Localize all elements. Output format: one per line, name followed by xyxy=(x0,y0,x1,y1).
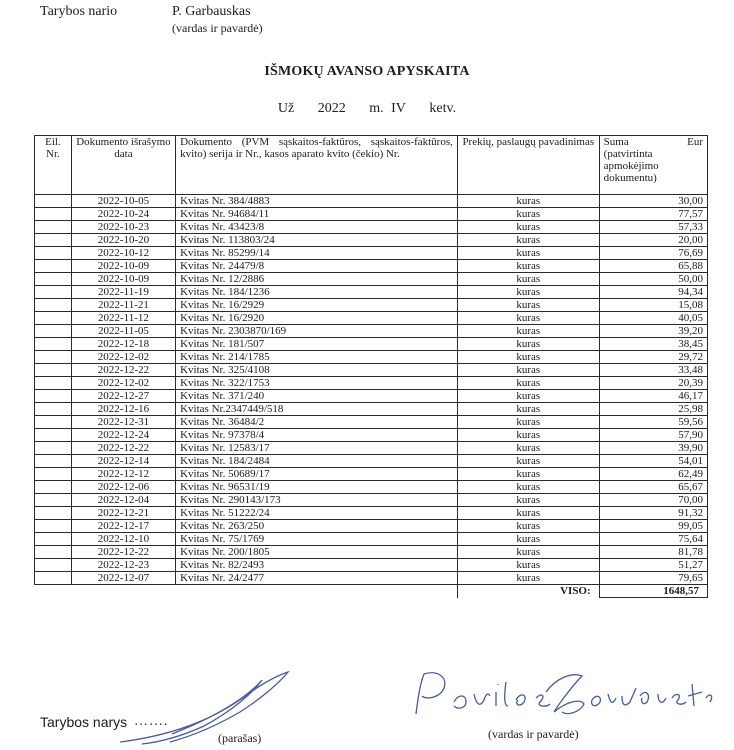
period-prefix: Už xyxy=(277,101,295,116)
row-date: 2022-12-12 xyxy=(71,468,175,481)
row-sum: 39,90 xyxy=(599,442,707,455)
table-row xyxy=(35,234,708,247)
row-item: kuras xyxy=(457,247,599,260)
row-document: Kvitas Nr. 113803/24 xyxy=(176,234,458,247)
row-item: kuras xyxy=(457,325,599,338)
row-document: Kvitas Nr. 85299/14 xyxy=(176,247,458,260)
row-sum: 50,00 xyxy=(599,273,707,286)
row-number xyxy=(35,299,72,312)
row-date: 2022-12-22 xyxy=(71,364,175,377)
row-sum: 29,72 xyxy=(599,351,707,364)
expense-table xyxy=(34,135,708,598)
row-item: kuras xyxy=(457,429,599,442)
row-document: Kvitas Nr. 322/1753 xyxy=(176,377,458,390)
row-item: kuras xyxy=(457,481,599,494)
row-number xyxy=(35,481,72,494)
table-row xyxy=(35,312,708,325)
footer-role: Tarybos narys xyxy=(40,714,128,730)
row-date: 2022-12-22 xyxy=(71,546,175,559)
row-number xyxy=(35,429,72,442)
row-date: 2022-12-27 xyxy=(71,390,175,403)
row-number xyxy=(35,273,72,286)
table-row xyxy=(35,377,708,390)
total-label: VISO: xyxy=(457,585,599,598)
row-document: Kvitas Nr. 36484/2 xyxy=(176,416,458,429)
row-item: kuras xyxy=(457,390,599,403)
row-document: Kvitas Nr. 181/507 xyxy=(176,338,458,351)
table-row xyxy=(35,403,708,416)
row-date: 2022-11-21 xyxy=(71,299,175,312)
footer-name-caption: (vardas ir pavardė) xyxy=(488,727,579,741)
row-number xyxy=(35,325,72,338)
table-row xyxy=(35,364,708,377)
row-sum: 77,57 xyxy=(599,208,707,221)
row-date: 2022-10-24 xyxy=(71,208,175,221)
row-document: Kvitas Nr. 94684/11 xyxy=(176,208,458,221)
row-date: 2022-11-05 xyxy=(71,325,175,338)
row-item: kuras xyxy=(457,208,599,221)
row-number xyxy=(35,403,72,416)
row-date: 2022-12-10 xyxy=(71,533,175,546)
row-number xyxy=(35,195,72,208)
row-document: Kvitas Nr. 75/1769 xyxy=(176,533,458,546)
row-number xyxy=(35,468,72,481)
row-item: kuras xyxy=(457,377,599,390)
row-number xyxy=(35,546,72,559)
row-item: kuras xyxy=(457,312,599,325)
row-date: 2022-12-16 xyxy=(71,403,175,416)
row-sum: 70,00 xyxy=(599,494,707,507)
row-date: 2022-10-05 xyxy=(71,195,175,208)
document-title: IŠMOKŲ AVANSO APYSKAITA xyxy=(264,64,470,79)
row-sum: 75,64 xyxy=(599,533,707,546)
table-row xyxy=(35,572,708,585)
table-row xyxy=(35,559,708,572)
row-date: 2022-12-23 xyxy=(71,559,175,572)
row-number xyxy=(35,377,72,390)
header-name-caption: (vardas ir pavardė) xyxy=(172,21,263,35)
row-number xyxy=(35,351,72,364)
header-item: Prekių, paslaugų pavadinimas xyxy=(457,136,599,195)
row-sum: 25,98 xyxy=(599,403,707,416)
row-number xyxy=(35,338,72,351)
row-number xyxy=(35,260,72,273)
row-document: Kvitas Nr. 43423/8 xyxy=(176,221,458,234)
row-document: Kvitas Nr. 184/2484 xyxy=(176,455,458,468)
row-document: Kvitas Nr. 97378/4 xyxy=(176,429,458,442)
row-item: kuras xyxy=(457,559,599,572)
row-document: Kvitas Nr. 290143/173 xyxy=(176,494,458,507)
row-sum: 81,78 xyxy=(599,546,707,559)
table-row xyxy=(35,286,708,299)
row-sum: 94,34 xyxy=(599,286,707,299)
header-document: Dokumento (PVM sąskaitos-faktūros, sąskaitos-faktūros, kvito) serija ir Nr., kasos aparato kvito (čekio) Nr. xyxy=(176,136,458,195)
row-sum: 33,48 xyxy=(599,364,707,377)
table-row xyxy=(35,299,708,312)
row-sum: 79,65 xyxy=(599,572,707,585)
header-sum-label: Suma xyxy=(603,136,629,148)
row-document: Kvitas Nr. 96531/19 xyxy=(176,481,458,494)
total-row xyxy=(35,585,708,598)
table-row xyxy=(35,351,708,364)
table-row xyxy=(35,533,708,546)
row-number xyxy=(35,312,72,325)
row-sum: 62,49 xyxy=(599,468,707,481)
period-year: 2022 xyxy=(317,101,346,116)
row-number xyxy=(35,416,72,429)
table-row xyxy=(35,247,708,260)
row-date: 2022-12-02 xyxy=(71,377,175,390)
row-date: 2022-12-22 xyxy=(71,442,175,455)
row-document: Kvitas Nr. 200/1805 xyxy=(176,546,458,559)
row-number xyxy=(35,221,72,234)
row-document: Kvitas Nr. 16/2929 xyxy=(176,299,458,312)
row-document: Kvitas Nr. 51222/24 xyxy=(176,507,458,520)
header-no: Eil. Nr. xyxy=(35,136,72,195)
report-period xyxy=(0,101,734,117)
row-document: Kvitas Nr. 24479/8 xyxy=(176,260,458,273)
row-document: Kvitas Nr.2347449/518 xyxy=(176,403,458,416)
row-document: Kvitas Nr. 371/240 xyxy=(176,390,458,403)
row-sum: 20,39 xyxy=(599,377,707,390)
row-number xyxy=(35,507,72,520)
header-sum xyxy=(599,136,707,195)
table-row xyxy=(35,390,708,403)
row-item: kuras xyxy=(457,546,599,559)
row-document: Kvitas Nr. 214/1785 xyxy=(176,351,458,364)
row-date: 2022-10-09 xyxy=(71,260,175,273)
period-quarter-suffix: ketv. xyxy=(429,101,457,116)
row-sum: 57,90 xyxy=(599,429,707,442)
row-item: kuras xyxy=(457,221,599,234)
row-sum: 99,05 xyxy=(599,520,707,533)
row-date: 2022-12-06 xyxy=(71,481,175,494)
row-date: 2022-12-14 xyxy=(71,455,175,468)
row-item: kuras xyxy=(457,403,599,416)
row-document: Kvitas Nr. 325/4108 xyxy=(176,364,458,377)
row-sum: 46,17 xyxy=(599,390,707,403)
row-date: 2022-10-09 xyxy=(71,273,175,286)
row-sum: 65,88 xyxy=(599,260,707,273)
header-sum-note: (patvirtinta apmokėjimo dokumentu) xyxy=(603,148,659,184)
table-row xyxy=(35,325,708,338)
row-number xyxy=(35,494,72,507)
table-header-row xyxy=(35,136,708,195)
row-sum: 20,00 xyxy=(599,234,707,247)
signature-caption: (parašas) xyxy=(218,731,262,745)
row-sum: 40,05 xyxy=(599,312,707,325)
row-item: kuras xyxy=(457,572,599,585)
row-document: Kvitas Nr. 384/4883 xyxy=(176,195,458,208)
table-row xyxy=(35,338,708,351)
row-number xyxy=(35,442,72,455)
row-number xyxy=(35,572,72,585)
table-row xyxy=(35,208,708,221)
row-number xyxy=(35,364,72,377)
row-sum: 51,27 xyxy=(599,559,707,572)
row-item: kuras xyxy=(457,468,599,481)
row-number xyxy=(35,559,72,572)
row-sum: 59,56 xyxy=(599,416,707,429)
row-item: kuras xyxy=(457,351,599,364)
row-document: Kvitas Nr. 12583/17 xyxy=(176,442,458,455)
row-item: kuras xyxy=(457,364,599,377)
header-date: Dokumento išrašymo data xyxy=(71,136,175,195)
row-document: Kvitas Nr. 2303870/169 xyxy=(176,325,458,338)
row-item: kuras xyxy=(457,507,599,520)
header-sum-currency: Eur xyxy=(687,136,703,148)
row-number xyxy=(35,247,72,260)
table-row xyxy=(35,455,708,468)
row-date: 2022-11-12 xyxy=(71,312,175,325)
row-date: 2022-12-17 xyxy=(71,520,175,533)
period-year-suffix: m. IV xyxy=(369,101,406,116)
row-sum: 57,33 xyxy=(599,221,707,234)
row-number xyxy=(35,533,72,546)
row-document: Kvitas Nr. 24/2477 xyxy=(176,572,458,585)
total-value: 1648,57 xyxy=(599,585,707,598)
row-document: Kvitas Nr. 12/2886 xyxy=(176,273,458,286)
row-item: kuras xyxy=(457,442,599,455)
row-item: kuras xyxy=(457,273,599,286)
row-number xyxy=(35,286,72,299)
row-sum: 91,32 xyxy=(599,507,707,520)
table-row xyxy=(35,494,708,507)
table-row xyxy=(35,195,708,208)
table-row xyxy=(35,546,708,559)
row-date: 2022-12-07 xyxy=(71,572,175,585)
row-number xyxy=(35,455,72,468)
row-item: kuras xyxy=(457,260,599,273)
row-date: 2022-11-19 xyxy=(71,286,175,299)
row-date: 2022-10-12 xyxy=(71,247,175,260)
row-document: Kvitas Nr. 82/2493 xyxy=(176,559,458,572)
row-sum: 39,20 xyxy=(599,325,707,338)
row-sum: 65,67 xyxy=(599,481,707,494)
row-number xyxy=(35,208,72,221)
row-number xyxy=(35,234,72,247)
row-document: Kvitas Nr. 50689/17 xyxy=(176,468,458,481)
row-date: 2022-12-02 xyxy=(71,351,175,364)
table-row xyxy=(35,468,708,481)
table-row xyxy=(35,416,708,429)
table-row xyxy=(35,429,708,442)
table-row xyxy=(35,221,708,234)
row-item: kuras xyxy=(457,195,599,208)
table-row xyxy=(35,481,708,494)
row-date: 2022-10-23 xyxy=(71,221,175,234)
row-date: 2022-12-21 xyxy=(71,507,175,520)
row-number xyxy=(35,390,72,403)
row-item: kuras xyxy=(457,299,599,312)
row-item: kuras xyxy=(457,533,599,546)
table-row xyxy=(35,442,708,455)
header-role: Tarybos nario xyxy=(40,4,118,19)
handwritten-name-image xyxy=(396,662,716,732)
row-sum: 15,08 xyxy=(599,299,707,312)
table-row xyxy=(35,520,708,533)
row-date: 2022-10-20 xyxy=(71,234,175,247)
row-item: kuras xyxy=(457,338,599,351)
row-item: kuras xyxy=(457,494,599,507)
row-item: kuras xyxy=(457,416,599,429)
row-sum: 30,00 xyxy=(599,195,707,208)
row-date: 2022-12-24 xyxy=(71,429,175,442)
row-date: 2022-12-04 xyxy=(71,494,175,507)
row-number xyxy=(35,520,72,533)
row-date: 2022-12-31 xyxy=(71,416,175,429)
row-document: Kvitas Nr. 184/1236 xyxy=(176,286,458,299)
table-row xyxy=(35,260,708,273)
row-document: Kvitas Nr. 263/250 xyxy=(176,520,458,533)
table-row xyxy=(35,507,708,520)
header-name: P. Garbauskas xyxy=(172,4,251,19)
row-date: 2022-12-18 xyxy=(71,338,175,351)
row-sum: 54,01 xyxy=(599,455,707,468)
row-item: kuras xyxy=(457,286,599,299)
row-item: kuras xyxy=(457,234,599,247)
row-sum: 76,69 xyxy=(599,247,707,260)
row-item: kuras xyxy=(457,455,599,468)
signature-line: ……. xyxy=(134,714,169,729)
table-row xyxy=(35,273,708,286)
row-document: Kvitas Nr. 16/2920 xyxy=(176,312,458,325)
row-item: kuras xyxy=(457,520,599,533)
row-sum: 38,45 xyxy=(599,338,707,351)
